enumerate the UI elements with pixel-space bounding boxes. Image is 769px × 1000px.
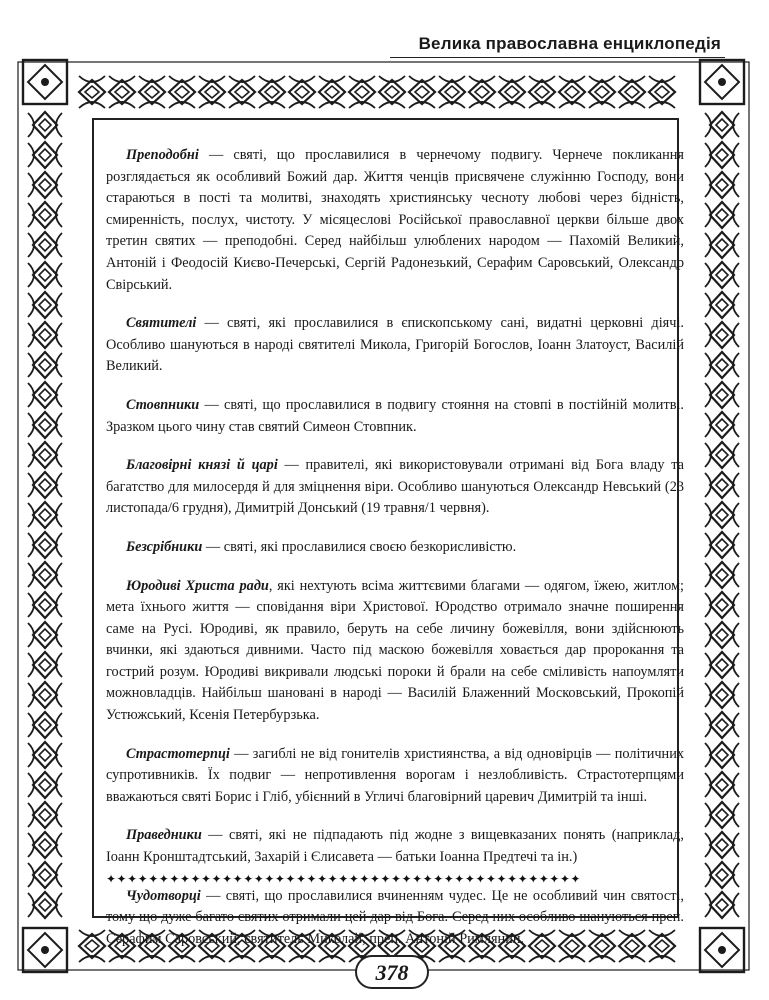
border-loop xyxy=(28,113,62,137)
border-loop xyxy=(705,443,739,467)
page-number: 378 xyxy=(355,955,429,989)
border-lozenge xyxy=(79,934,105,958)
border-lozenge xyxy=(716,149,728,161)
border-loop xyxy=(705,203,739,227)
border-loop xyxy=(705,263,739,287)
border-loop xyxy=(28,563,62,587)
border-lozenge xyxy=(33,802,57,828)
border-lozenge xyxy=(39,179,51,191)
border-lozenge xyxy=(39,479,51,491)
border-lozenge xyxy=(39,839,51,851)
border-lozenge xyxy=(39,359,51,371)
border-lozenge xyxy=(349,80,375,104)
border-lozenge xyxy=(716,539,728,551)
entry-term: Праведники xyxy=(126,827,202,844)
border-lozenge xyxy=(33,232,57,258)
border-lozenge xyxy=(710,652,734,678)
border-lozenge xyxy=(710,502,734,528)
border-lozenge xyxy=(39,749,51,761)
border-lozenge xyxy=(716,839,728,851)
border-lozenge xyxy=(39,809,51,821)
border-lozenge xyxy=(475,86,489,98)
border-lozenge xyxy=(33,892,57,918)
border-lozenge xyxy=(710,892,734,918)
entry-text: — святі, що прославилися в подвигу стояння на стовпі в постійній молитві. Зразком цього чину став святий Симеон Стовпник. xyxy=(106,396,684,435)
border-lozenge xyxy=(595,86,609,98)
border-lozenge xyxy=(619,80,645,104)
border-lozenge xyxy=(139,80,165,104)
border-lozenge xyxy=(710,202,734,228)
border-lozenge xyxy=(385,86,399,98)
corner-knot xyxy=(718,78,726,86)
border-lozenge xyxy=(716,359,728,371)
border-lozenge xyxy=(716,119,728,131)
border-lozenge xyxy=(710,232,734,258)
border-loop xyxy=(705,503,739,527)
border-loop xyxy=(28,803,62,827)
border-lozenge xyxy=(33,142,57,168)
border-lozenge xyxy=(39,659,51,671)
border-lozenge xyxy=(33,202,57,228)
border-lozenge xyxy=(710,472,734,498)
border-lozenge xyxy=(39,569,51,581)
border-lozenge xyxy=(710,142,734,168)
entry-chudotvortsi xyxy=(106,886,684,951)
border-loop xyxy=(705,653,739,677)
border-lozenge xyxy=(710,712,734,738)
entry-term: Безсрібники xyxy=(126,538,203,555)
border-loop xyxy=(28,323,62,347)
entry-term: Чудотворці xyxy=(126,887,201,904)
entry-svyatyteli xyxy=(106,313,684,378)
entry-text: — святі, які прославилися в єпископському сані, видатні церковні діячі. Особливо шануються в народі святителі Микола, Григорій Богослов, Іоанн Златоуст, Василій Великий. xyxy=(106,315,684,375)
border-lozenge xyxy=(716,509,728,521)
encyclopedia-text xyxy=(106,145,684,967)
entry-bezsribnyky xyxy=(106,537,684,559)
border-loop xyxy=(705,803,739,827)
border-lozenge xyxy=(716,809,728,821)
border-lozenge xyxy=(33,682,57,708)
entry-term: Святителі xyxy=(126,315,197,332)
border-lozenge xyxy=(505,86,519,98)
border-lozenge xyxy=(289,80,315,104)
border-lozenge xyxy=(39,599,51,611)
border-loop xyxy=(28,713,62,737)
border-lozenge xyxy=(39,149,51,161)
entry-pravednyky xyxy=(106,825,684,868)
border-lozenge xyxy=(33,712,57,738)
border-lozenge xyxy=(710,742,734,768)
border-lozenge xyxy=(39,209,51,221)
border-lozenge xyxy=(716,869,728,881)
border-lozenge xyxy=(710,772,734,798)
border-lozenge xyxy=(33,112,57,138)
entry-text: — правителі, які використовували отримані від Бога владу та багатство для милосердя й для зміцнення віри. Особливо шануються Олександр Невський (23 листопада/6 грудня), Димитрій Донський (19 травня/1 червня). xyxy=(106,457,684,517)
border-lozenge xyxy=(710,622,734,648)
border-lozenge xyxy=(39,419,51,431)
border-lozenge xyxy=(39,239,51,251)
entry-text: — святі, які не підпадають під жодне з вищевказаних понять (наприклад, Іоанн Кронштадтський, Захарій і Єлисавета — батьки Іоанна Предтечі та ін.) xyxy=(106,827,684,866)
border-loop xyxy=(705,533,739,557)
corner-knot xyxy=(41,946,49,954)
border-lozenge xyxy=(355,86,369,98)
border-loop xyxy=(28,503,62,527)
border-loop xyxy=(705,113,739,137)
entry-text: , які нехтують всіма життєвими благами — одягом, їжею, житлом; мета їхнього життя — сповідання віри Христової. Юродство отримало значне поширення саме на Русі. Юродиві, як правило, беруть на себе личину божевілля, вони здійснюють вчинки, які здаються дивними. Часто під маскою божевілля ховається дар пророкання та гострий розум. Юродиві викривали людські пороки й брали на себе сміливість напоумляти можновладців. Найбільш шановані в народі — Василій Блаженний Московський, Прокопій Устюжський, Ксенія Петербурзька. xyxy=(106,577,684,724)
border-lozenge xyxy=(379,80,405,104)
border-loop xyxy=(28,773,62,797)
entry-text: — святі, які прославилися своєю безкорисливістю. xyxy=(202,538,517,555)
border-loop xyxy=(28,593,62,617)
border-lozenge xyxy=(39,329,51,341)
border-lozenge xyxy=(716,179,728,191)
border-lozenge xyxy=(716,239,728,251)
border-lozenge xyxy=(33,742,57,768)
border-lozenge xyxy=(39,629,51,641)
border-lozenge xyxy=(33,772,57,798)
border-lozenge xyxy=(716,629,728,641)
border-lozenge xyxy=(33,532,57,558)
border-lozenge xyxy=(33,622,57,648)
border-loop xyxy=(705,863,739,887)
border-lozenge xyxy=(716,599,728,611)
border-lozenge xyxy=(625,86,639,98)
entry-text: — загиблі не від гонителів християнства, а від одновірців — політичних супротивників. Їх подвиг — непротивлення ворогам і незлобливість. Страстотерпцями вважаються святі Борис і Гліб, убієнний в Угличі благовірний царевич Димитрій та інші. xyxy=(106,745,684,805)
border-lozenge xyxy=(445,86,459,98)
border-lozenge xyxy=(33,382,57,408)
border-loop xyxy=(28,383,62,407)
border-lozenge xyxy=(439,80,465,104)
border-lozenge xyxy=(199,80,225,104)
border-lozenge xyxy=(716,569,728,581)
border-lozenge xyxy=(655,86,669,98)
border-lozenge xyxy=(529,80,555,104)
border-loop xyxy=(28,533,62,557)
border-lozenge xyxy=(710,862,734,888)
border-lozenge xyxy=(33,502,57,528)
border-lozenge xyxy=(710,292,734,318)
border-lozenge xyxy=(469,80,495,104)
border-lozenge xyxy=(710,262,734,288)
border-lozenge xyxy=(229,80,255,104)
border-lozenge xyxy=(716,719,728,731)
border-loop xyxy=(705,323,739,347)
border-lozenge xyxy=(716,479,728,491)
border-loop xyxy=(705,383,739,407)
border-lozenge xyxy=(716,749,728,761)
border-loop xyxy=(705,683,739,707)
border-loop xyxy=(28,293,62,317)
border-lozenge xyxy=(716,899,728,911)
border-lozenge xyxy=(33,412,57,438)
border-lozenge xyxy=(39,899,51,911)
border-loop xyxy=(705,593,739,617)
border-lozenge xyxy=(39,719,51,731)
border-loop xyxy=(705,413,739,437)
border-lozenge xyxy=(535,86,549,98)
border-lozenge xyxy=(409,80,435,104)
border-lozenge xyxy=(39,119,51,131)
border-lozenge xyxy=(710,112,734,138)
border-lozenge xyxy=(39,689,51,701)
entry-blahovirni xyxy=(106,455,684,520)
entry-term: Стовпники xyxy=(126,396,200,413)
border-loop xyxy=(28,443,62,467)
border-lozenge xyxy=(115,86,129,98)
border-lozenge xyxy=(85,940,99,952)
border-lozenge xyxy=(39,389,51,401)
diamond-separator: ✦✦✦✦✦✦✦✦✦✦✦✦✦✦✦✦✦✦✦✦✦✦✦✦✦✦✦✦✦✦✦✦✦✦✦✦✦✦✦✦✦✦✦✦✦ xyxy=(106,872,581,886)
border-lozenge xyxy=(710,802,734,828)
border-loop xyxy=(705,563,739,587)
border-lozenge xyxy=(716,299,728,311)
border-lozenge xyxy=(39,509,51,521)
border-loop xyxy=(705,773,739,797)
border-lozenge xyxy=(716,689,728,701)
border-lozenge xyxy=(33,262,57,288)
border-lozenge xyxy=(39,539,51,551)
border-lozenge xyxy=(33,442,57,468)
border-lozenge xyxy=(33,862,57,888)
border-lozenge xyxy=(109,80,135,104)
border-lozenge xyxy=(716,329,728,341)
border-lozenge xyxy=(710,562,734,588)
border-lozenge xyxy=(235,86,249,98)
border-lozenge xyxy=(39,449,51,461)
border-loop xyxy=(705,743,739,767)
border-loop xyxy=(28,863,62,887)
border-lozenge xyxy=(499,80,525,104)
border-lozenge xyxy=(79,80,105,104)
border-lozenge xyxy=(265,86,279,98)
border-lozenge xyxy=(39,299,51,311)
border-loop xyxy=(28,893,62,917)
border-lozenge xyxy=(259,80,285,104)
border-loop xyxy=(28,173,62,197)
border-loop xyxy=(705,473,739,497)
entry-term: Благовірні князі й царі xyxy=(126,457,278,474)
entry-text: — святі, що прославилися вчиненням чудес. Це не особливий чин святості, тому що дуже багато святих отримали цей дар від Бога. Серед них особливо шануються преп. Серафим Саровський, святитель Миколай, преп. Антоній Римлянин. xyxy=(106,887,684,947)
border-loop xyxy=(28,263,62,287)
border-loop xyxy=(705,713,739,737)
border-lozenge xyxy=(33,652,57,678)
border-loop xyxy=(28,473,62,497)
border-lozenge xyxy=(33,472,57,498)
border-loop xyxy=(28,413,62,437)
border-lozenge xyxy=(175,86,189,98)
border-lozenge xyxy=(710,322,734,348)
border-loop xyxy=(28,203,62,227)
entry-strastoterptsi xyxy=(106,744,684,809)
border-lozenge xyxy=(589,80,615,104)
border-lozenge xyxy=(716,389,728,401)
header-title: Велика православна енциклопедія xyxy=(418,34,721,53)
border-lozenge xyxy=(39,869,51,881)
border-lozenge xyxy=(716,449,728,461)
border-lozenge xyxy=(716,659,728,671)
border-lozenge xyxy=(39,269,51,281)
border-lozenge xyxy=(33,832,57,858)
border-lozenge xyxy=(710,352,734,378)
corner-knot xyxy=(41,78,49,86)
border-lozenge xyxy=(565,86,579,98)
border-lozenge xyxy=(710,382,734,408)
border-lozenge xyxy=(710,532,734,558)
border-lozenge xyxy=(33,352,57,378)
entry-text: — святі, що прославилися в чернечому подвигу. Чернече покликання розглядається як особливий Божий дар. Життя ченців присвячене служінню Господу, вони стараються в пості та молитві, знаходять християнську чесноту любові через бідність, смиренність, послух, чистоту. У місяцеслові Російської православної церкви більше двох третин святих — преподобні. Серед найбільш улюблених народом — Пахомій Великий, Антоній і Феодосій Києво-Печерські, Сергій Радонезький, Серафим Саровський, Олександр Свірський. xyxy=(106,147,684,293)
border-lozenge xyxy=(710,442,734,468)
border-lozenge xyxy=(319,80,345,104)
border-lozenge xyxy=(716,269,728,281)
border-lozenge xyxy=(716,419,728,431)
border-loop xyxy=(28,683,62,707)
border-loop xyxy=(705,353,739,377)
border-lozenge xyxy=(295,86,309,98)
border-loop xyxy=(28,743,62,767)
border-lozenge xyxy=(710,682,734,708)
border-loop xyxy=(28,653,62,677)
entry-term: Преподобні xyxy=(126,147,199,163)
entry-term: Страстотерпці xyxy=(126,745,230,762)
border-loop xyxy=(705,833,739,857)
border-loop xyxy=(28,233,62,257)
border-lozenge xyxy=(716,779,728,791)
border-loop xyxy=(705,893,739,917)
entry-stovpnyky xyxy=(106,395,684,438)
border-loop xyxy=(28,623,62,647)
border-lozenge xyxy=(710,592,734,618)
border-lozenge xyxy=(85,86,99,98)
border-loop xyxy=(28,353,62,377)
border-loop xyxy=(705,623,739,647)
border-lozenge xyxy=(205,86,219,98)
border-loop xyxy=(705,293,739,317)
border-lozenge xyxy=(39,779,51,791)
border-lozenge xyxy=(33,172,57,198)
border-lozenge xyxy=(325,86,339,98)
border-loop xyxy=(28,143,62,167)
border-lozenge xyxy=(169,80,195,104)
border-lozenge xyxy=(710,172,734,198)
border-lozenge xyxy=(716,209,728,221)
border-lozenge xyxy=(33,292,57,318)
border-loop xyxy=(28,833,62,857)
border-lozenge xyxy=(33,322,57,348)
border-loop xyxy=(705,143,739,167)
border-lozenge xyxy=(415,86,429,98)
entry-prepodobni xyxy=(106,145,684,296)
border-lozenge xyxy=(33,592,57,618)
border-lozenge xyxy=(145,86,159,98)
entry-yurodyvi xyxy=(106,576,684,727)
border-loop xyxy=(705,233,739,257)
border-lozenge xyxy=(710,832,734,858)
border-lozenge xyxy=(710,412,734,438)
border-lozenge xyxy=(33,562,57,588)
corner-knot xyxy=(718,946,726,954)
entry-term: Юродиві Христа ради xyxy=(126,577,269,594)
border-lozenge xyxy=(649,80,675,104)
border-lozenge xyxy=(559,80,585,104)
border-loop xyxy=(705,173,739,197)
